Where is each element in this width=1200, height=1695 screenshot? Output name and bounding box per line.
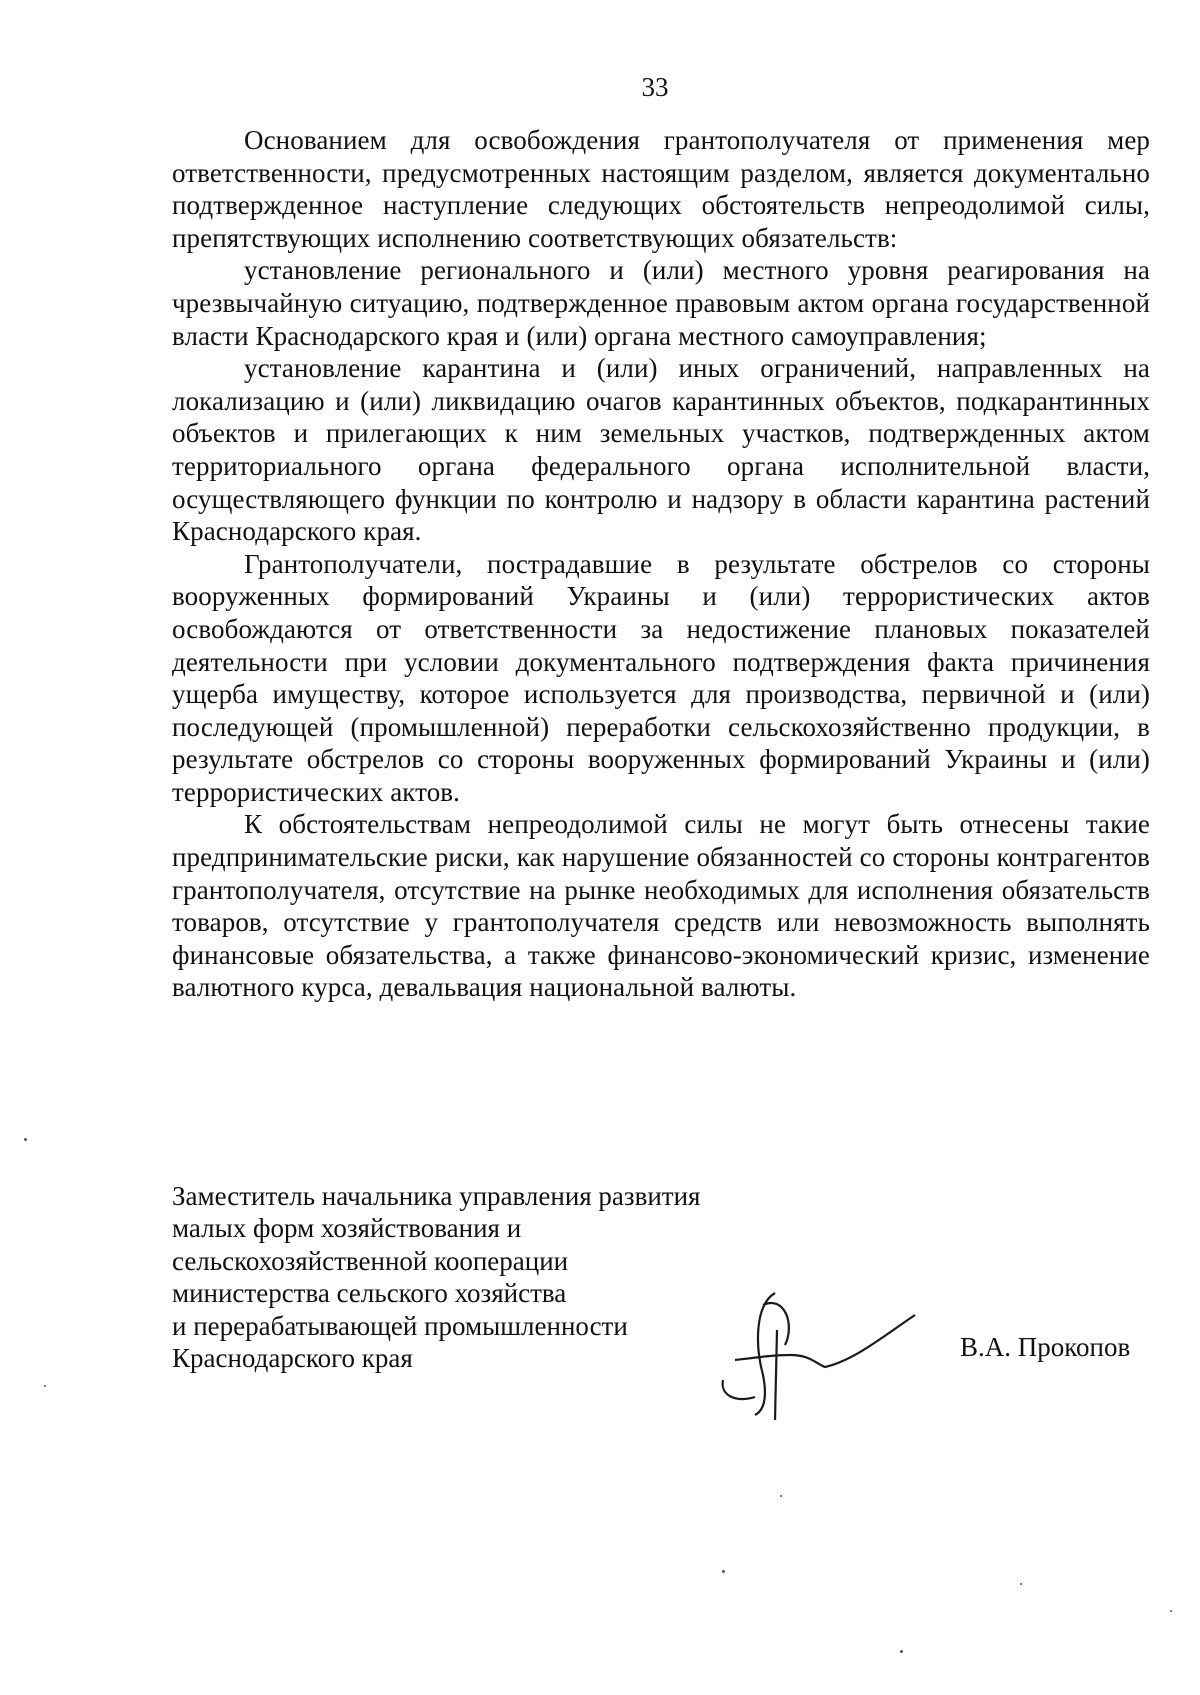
page-number: 33	[641, 72, 669, 102]
scan-speck	[1020, 1583, 1022, 1585]
position-line: Заместитель начальника управления развития	[172, 1181, 701, 1211]
document-body	[172, 124, 1150, 1004]
signatory-position	[172, 1180, 732, 1374]
position-line: сельскохозяйственной кооперации	[172, 1245, 569, 1276]
scan-speck	[900, 1650, 903, 1653]
paragraph-shelling-victims: Грантополучатели, пострадавшие в результате обстрелов со стороны вооруженных формирований Украины и (или) террористических актов освобождаются от ответственности за недостижение плановых показателей деятельности при условии документального подтверждения факта причинения ущерба имуществу, которое используется для производства, первичной и (или) последующей (промышленной) переработки сельскохозяйственно продукции, в результате обстрелов со стороны вооруженных формирований Украины и (или) террористических актов.	[172, 548, 1150, 807]
handwritten-signature	[715, 1285, 935, 1425]
scan-speck	[1170, 1610, 1172, 1612]
scan-speck	[24, 1138, 27, 1141]
paragraph-force-majeure-basis: Основанием для освобождения грантополучателя от применения мер ответственности, предусмотренных настоящим разделом, является документально подтвержденное наступление следующих обстоятельств непреодолимой силы, препятствующих исполнению соответствующих обязательств:	[172, 125, 1150, 253]
position-line: министерства сельского хозяйства	[172, 1278, 567, 1309]
scan-speck	[722, 1570, 725, 1573]
position-line: и перерабатывающей промышленности	[172, 1310, 628, 1341]
scan-speck	[44, 1385, 46, 1387]
position-line: малых форм хозяйствования и	[172, 1213, 522, 1244]
scan-speck	[780, 1495, 782, 1497]
signer-name: В.А. Прокопов	[960, 1332, 1131, 1362]
paragraph-emergency-response: установление регионального и (или) местного уровня реагирования на чрезвычайную ситуацию, подтвержденное правовым актом органа государственной власти Краснодарского края и (или) органа местного самоуправления;	[172, 255, 1150, 351]
position-line: Краснодарского края	[172, 1343, 413, 1374]
paragraph-quarantine: установление карантина и (или) иных ограничений, направленных на локализацию и (или) ликвидацию очагов карантинных объектов, подкарантинных объектов и прилегающих к ним земельных участков, подтвержденных актом территориального органа федерального органа исполнительной власти, осуществляющего функции по контролю и надзору в области карантина растений Краснодарского края.	[172, 353, 1150, 547]
paragraph-business-risks: К обстоятельствам непреодолимой силы не могут быть отнесены такие предпринимательские риски, как нарушение обязанностей со стороны контрагентов грантополучателя, отсутствие на рынке необходимых для исполнения обязательств товаров, отсутствие у грантополучателя средств или невозможность выполнять финансовые обязательства, а также финансово-экономический кризис, изменение валютного курса, девальвация национальной валюты.	[172, 809, 1150, 1003]
